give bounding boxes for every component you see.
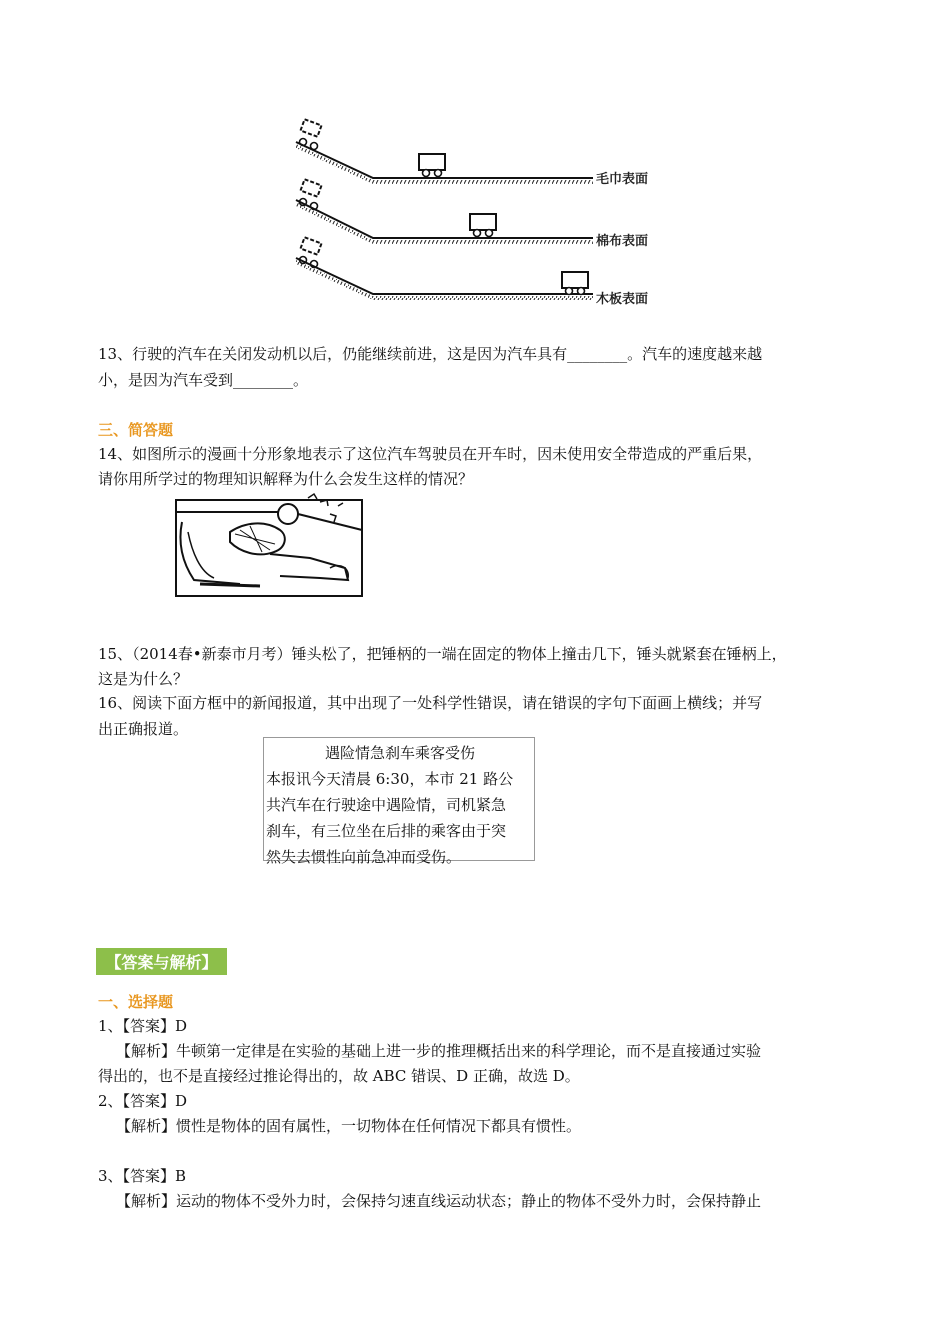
- news-line: 共汽车在行驶途中遇险情，司机紧急: [266, 796, 507, 814]
- surface-label-towel: 毛巾表面: [596, 172, 649, 187]
- answer-1-explanation-line1: 【解析】牛顿第一定律是在实验的基础上进一步的推理概括出来的科学理论，而不是直接通过实验: [116, 1042, 762, 1060]
- cart-icon: [562, 272, 588, 295]
- news-line: 刹车，有三位坐在后排的乘客由于突: [266, 822, 507, 840]
- answer-2: 2、【答案】D: [98, 1092, 188, 1110]
- q16-line2: 出正确报道。: [98, 720, 189, 738]
- q14-line2: 请你用所学过的物理知识解释为什么会发生这样的情况？: [98, 470, 474, 488]
- q13-line2: 小，是因为汽车受到________。: [98, 371, 309, 389]
- answer-1-explanation-line2: 得出的，也不是直接经过推论得出的，故 ABC 错误、D 正确，故选 D。: [98, 1067, 580, 1085]
- cart-start-icon: [300, 119, 322, 149]
- news-line: 然失去惯性向前急冲而受伤。: [266, 848, 462, 866]
- answer-2-explanation: 【解析】惯性是物体的固有属性，一切物体在任何情况下都具有惯性。: [116, 1117, 582, 1135]
- q16-line1: 16、阅读下面方框中的新闻报道，其中出现了一处科学性错误，请在错误的字句下面画上横线；并写: [98, 694, 763, 712]
- ramp-towel: [296, 119, 648, 187]
- answers-header: 【答案与解析】: [96, 948, 227, 975]
- cart-icon: [419, 154, 445, 177]
- answer-3: 3、【答案】B: [98, 1167, 187, 1185]
- cart-start-icon: [300, 179, 322, 209]
- news-line: 本报讯今天清晨 6:30，本市 21 路公: [266, 770, 514, 788]
- surface-label-wood: 木板表面: [596, 292, 649, 307]
- ramp-experiment-figure: [288, 112, 668, 312]
- news-report-box: [263, 737, 535, 866]
- surface-label-cotton: 棉布表面: [596, 234, 649, 249]
- cart-icon: [470, 214, 496, 237]
- answer-3-explanation: 【解析】运动的物体不受外力时，会保持匀速直线运动状态；静止的物体不受外力时，会保持静止: [116, 1192, 762, 1210]
- cart-start-icon: [300, 237, 322, 267]
- news-title: 遇险情急刹车乘客受伤: [324, 744, 475, 762]
- q13-line1: 13、行驶的汽车在关闭发动机以后，仍能继续前进，这是因为汽车具有________。汽车的速度越来越: [98, 345, 763, 363]
- q15-line1: 15、（2014春•新泰市月考）锤头松了，把锤柄的一端在固定的物体上撞击几下，锤头就紧套在锤柄上，: [98, 645, 787, 663]
- section-title-choice: 一、选择题: [98, 993, 174, 1011]
- q15-line2: 这是为什么？: [98, 670, 189, 688]
- section-title-short-answer: 三、简答题: [98, 421, 174, 439]
- answer-1: 1、【答案】D: [98, 1017, 188, 1035]
- q14-line1: 14、如图所示的漫画十分形象地表示了这位汽车驾驶员在开车时，因未使用安全带造成的严重后果，: [98, 445, 763, 463]
- ramp-cotton: [296, 179, 648, 249]
- seatbelt-cartoon-image: [170, 492, 368, 600]
